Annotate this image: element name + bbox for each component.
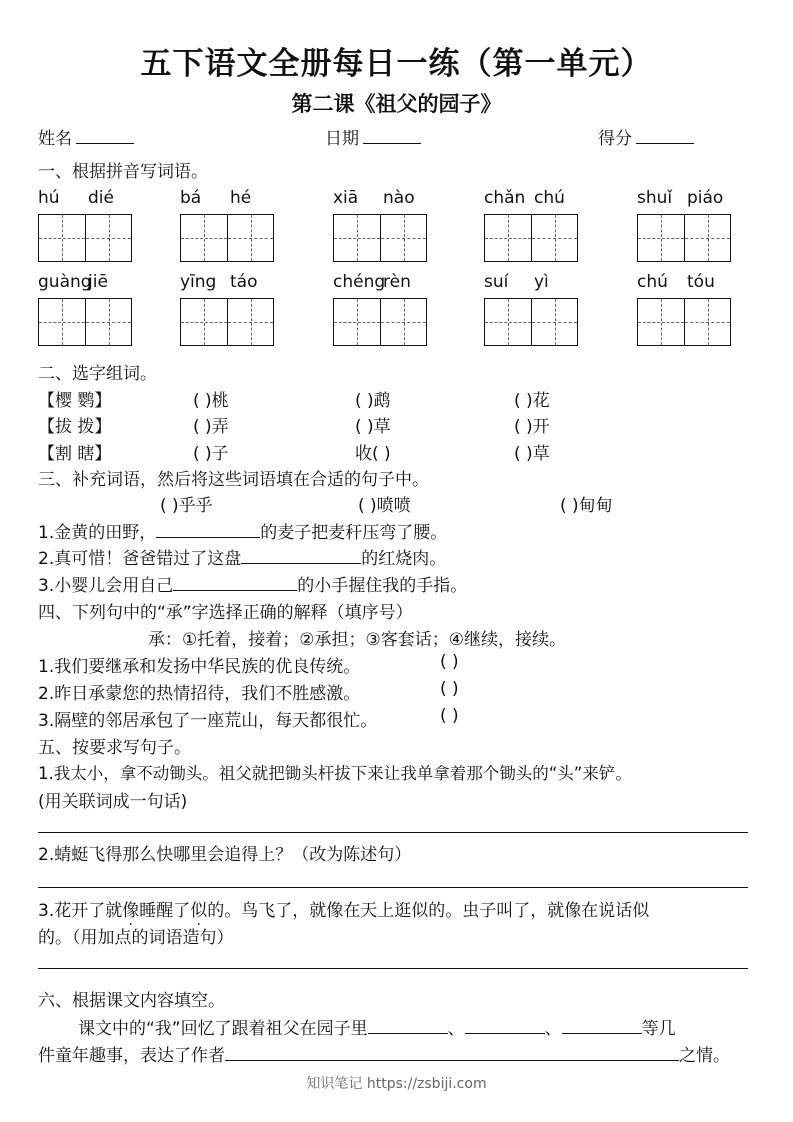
s6-sep1: 、 [447, 1019, 465, 1039]
writing-grid-box[interactable] [637, 214, 731, 262]
s5-q2-answer-line[interactable] [38, 887, 748, 888]
s6-l1-end: 等几 [641, 1019, 676, 1039]
pinyin-syllable: rèn [383, 272, 411, 292]
writing-cell[interactable] [85, 215, 131, 261]
s3-word2[interactable]: ( )喷喷 [358, 496, 411, 516]
date-blank[interactable] [363, 129, 421, 144]
pinyin-syllable: hé [230, 188, 252, 208]
s6-l2-start: 件童年趣事，表达了作者 [38, 1046, 225, 1066]
s3-s3-end: 的小手握住我的手指。 [297, 576, 468, 596]
writing-cell[interactable] [39, 215, 85, 261]
s2-row2-b[interactable]: ( )草 [355, 417, 391, 437]
s2-row3-b[interactable]: 收( ) [355, 444, 391, 464]
writing-cell[interactable] [181, 215, 227, 261]
s5-q3-part1: 3.花开了就 [38, 901, 123, 921]
writing-cell[interactable] [684, 299, 730, 345]
section5-heading: 五、按要求写句子。 [38, 738, 191, 758]
writing-grid-box[interactable] [38, 214, 132, 262]
writing-cell[interactable] [227, 299, 273, 345]
s6-blank3[interactable] [562, 1019, 642, 1034]
pinyin-syllable: dié [88, 188, 114, 208]
s5-q3-line2: 的。（用加点的词语造句） [38, 928, 234, 948]
section4-heading: 四、下列句中的“承”字选择正确的解释（填序号） [38, 603, 413, 623]
s2-row1-c[interactable]: ( )花 [514, 391, 550, 411]
pinyin-syllable: shuǐ [637, 188, 673, 208]
s2-row2-chars: 【拔 拨】 [38, 417, 112, 437]
pinyin-syllable: chéng [333, 272, 386, 292]
writing-cell[interactable] [531, 215, 577, 261]
s2-row3-c[interactable]: ( )草 [514, 444, 550, 464]
s4-definition: 承：①托着，接着；②承担；③客套话；④继续，接续。 [148, 630, 566, 650]
pinyin-syllable: nào [383, 188, 415, 208]
s3-s3-blank[interactable] [173, 576, 297, 591]
s4-q1: 1.我们要继承和发扬中华民族的优良传统。 [38, 657, 361, 677]
s4-q1-paren[interactable]: ( ) [440, 652, 459, 672]
pinyin-syllable: yì [534, 272, 549, 292]
s2-row2-a[interactable]: ( )弄 [193, 417, 229, 437]
date-label: 日期 [325, 129, 359, 149]
pinyin-syllable: bá [180, 188, 202, 208]
pinyin-syllable: yīng [180, 272, 217, 292]
s5-q3-line1 [38, 896, 649, 921]
s4-q3: 3.隔壁的邻居承包了一座荒山，每天都很忙。 [38, 711, 378, 731]
s2-row2-c[interactable]: ( )开 [514, 417, 550, 437]
writing-cell[interactable] [85, 299, 131, 345]
s5-q3-dotted2: 似 [190, 901, 208, 921]
s3-word3[interactable]: ( )甸甸 [560, 496, 613, 516]
writing-cell[interactable] [485, 299, 531, 345]
pinyin-syllable: chú [637, 272, 668, 292]
s6-l1-start: 课文中的“我”回忆了跟着祖父在园子里 [78, 1019, 368, 1039]
writing-cell[interactable] [638, 299, 684, 345]
writing-cell[interactable] [39, 299, 85, 345]
s3-s3-start: 3.小婴儿会用自己 [38, 576, 174, 596]
s3-sentence1 [38, 518, 447, 543]
footer-watermark: 知识笔记 https://zsbiji.com [306, 1076, 487, 1092]
pinyin-syllable: piáo [687, 188, 724, 208]
s3-word1[interactable]: ( )乎乎 [160, 496, 213, 516]
s5-q1-answer-line[interactable] [38, 832, 748, 833]
s2-row1-a[interactable]: ( )桃 [193, 391, 229, 411]
section6-heading: 六、根据课文内容填空。 [38, 991, 225, 1011]
pinyin-syllable: chú [534, 188, 565, 208]
pinyin-syllable: xiā [333, 188, 359, 208]
s6-l2-end: 之情。 [679, 1046, 730, 1066]
writing-cell[interactable] [531, 299, 577, 345]
pinyin-syllable: tóu [687, 272, 715, 292]
s4-q2: 2.昨日承蒙您的热情招待，我们不胜感激。 [38, 684, 361, 704]
writing-grid-box[interactable] [180, 298, 274, 346]
s5-q3-part2: 睡醒了 [139, 901, 191, 921]
s5-q3-part3: 的。鸟飞了，就像在天上逛似的。虫子叫了，就像在说话似 [207, 901, 650, 921]
writing-cell[interactable] [485, 215, 531, 261]
s6-sep2: 、 [544, 1019, 562, 1039]
pinyin-syllable: táo [230, 272, 258, 292]
s5-q2: 2.蜻蜓飞得那么快哪里会追得上？（改为陈述句） [38, 845, 412, 865]
section3-heading: 三、补充词语，然后将这些词语填在合适的句子中。 [38, 470, 429, 490]
writing-cell[interactable] [334, 215, 380, 261]
section2-heading: 二、选字组词。 [38, 364, 157, 384]
writing-grid-box[interactable] [38, 298, 132, 346]
s3-s2-start: 2.真可惜！爸爸错过了这盘 [38, 549, 242, 569]
writing-cell[interactable] [334, 299, 380, 345]
s6-blank1[interactable] [368, 1019, 448, 1034]
page-subtitle: 第二课《祖父的园子》 [291, 92, 502, 116]
name-blank[interactable] [76, 129, 134, 144]
writing-cell[interactable] [227, 215, 273, 261]
score-field [598, 124, 694, 149]
writing-grid-box[interactable] [180, 214, 274, 262]
writing-grid-box[interactable] [333, 214, 427, 262]
s2-row1-b[interactable]: ( )鹉 [355, 391, 391, 411]
date-field [325, 124, 421, 149]
page-title: 五下语文全册每日一练（第一单元） [140, 46, 653, 82]
s4-q2-paren[interactable]: ( ) [440, 679, 459, 699]
s3-sentence3 [38, 571, 467, 596]
writing-cell[interactable] [638, 215, 684, 261]
s4-q3-paren[interactable]: ( ) [440, 706, 459, 726]
section1-heading: 一、根据拼音写词语。 [38, 162, 208, 182]
writing-cell[interactable] [380, 215, 426, 261]
writing-grid-box[interactable] [333, 298, 427, 346]
s6-blank4[interactable] [225, 1046, 679, 1061]
s3-s1-blank[interactable] [156, 523, 260, 538]
pinyin-syllable: hú [38, 188, 60, 208]
pinyin-syllable: suí [484, 272, 509, 292]
s3-sentence2 [38, 544, 446, 569]
writing-cell[interactable] [380, 299, 426, 345]
writing-grid-box[interactable] [484, 214, 578, 262]
writing-cell[interactable] [684, 215, 730, 261]
name-label: 姓名 [38, 129, 72, 149]
s3-s2-end: 的红烧肉。 [361, 549, 447, 569]
name-field [38, 124, 134, 149]
score-label: 得分 [598, 129, 632, 149]
s2-row3-chars: 【割 瞎】 [38, 444, 112, 464]
s3-s2-blank[interactable] [241, 549, 361, 564]
s6-line1 [78, 1014, 676, 1039]
s5-q1-line1: 1.我太小，拿不动锄头。祖父就把锄头杆拔下来让我单拿着那个锄头的“头”来铲。 [38, 764, 632, 783]
s2-row3-a[interactable]: ( )子 [193, 444, 229, 464]
writing-grid-box[interactable] [637, 298, 731, 346]
writing-cell[interactable] [181, 299, 227, 345]
pinyin-syllable: jiē [88, 272, 108, 292]
s5-q1-line2: (用关联词成一句话) [38, 792, 188, 812]
writing-grid-box[interactable] [484, 298, 578, 346]
s3-s1-end: 的麦子把麦秆压弯了腰。 [260, 523, 448, 543]
s5-q3-dotted1: 像 [122, 901, 140, 921]
s6-blank2[interactable] [465, 1019, 545, 1034]
score-blank[interactable] [636, 129, 694, 144]
pinyin-syllable: chǎn [484, 188, 526, 208]
s3-s1-start: 1.金黄的田野， [38, 523, 157, 543]
pinyin-syllable: guàng [38, 272, 92, 292]
s2-row1-chars: 【樱 鹦】 [38, 391, 112, 411]
s5-q3-answer-line[interactable] [38, 968, 748, 969]
s6-line2 [38, 1041, 730, 1066]
